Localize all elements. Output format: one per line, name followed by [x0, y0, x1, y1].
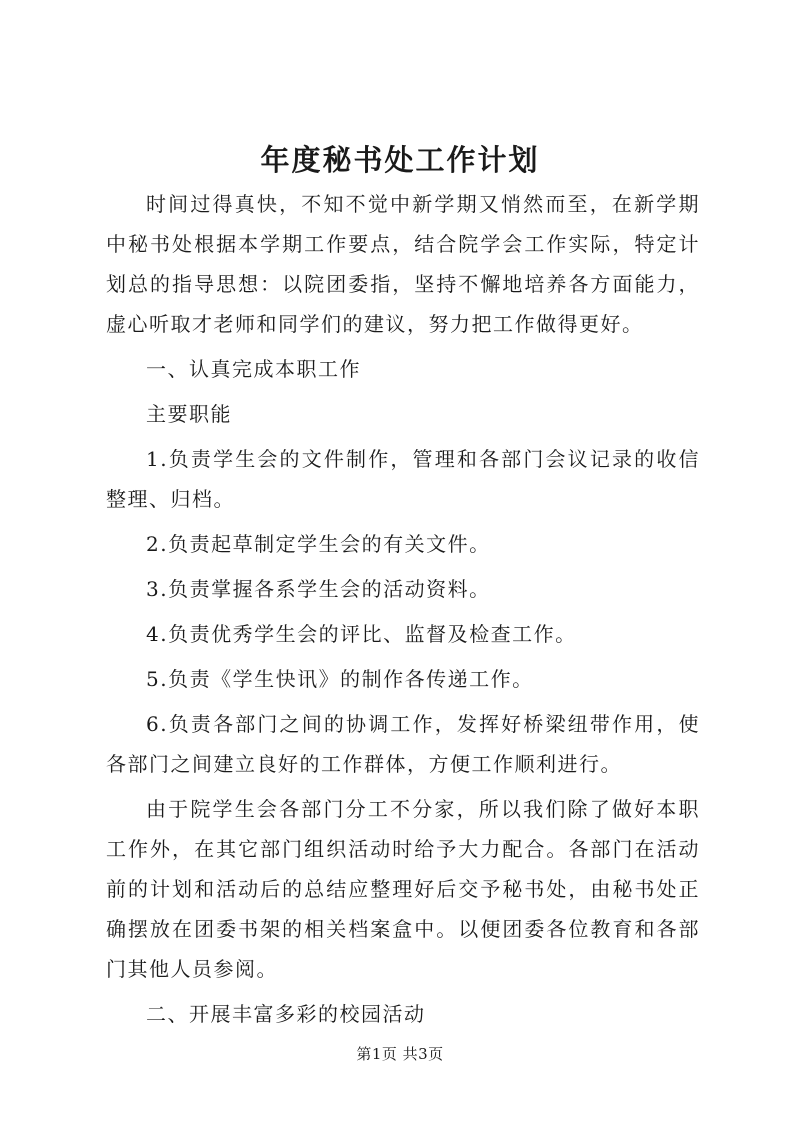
- document-title: 年度秘书处工作计划: [260, 143, 540, 177]
- list-item-6: 6.负责各部门之间的协调工作，发挥好桥梁纽带作用，使各部门之间建立良好的工作群体，方便工作顺利进行。: [106, 712, 700, 776]
- list-item-3: 3.负责掌握各系学生会的活动资料。: [146, 577, 491, 601]
- intro-paragraph: 时间过得真快，不知不觉中新学期又悄然而至，在新学期中秘书处根据本学期工作要点，结合院学会工作实际，特定计划总的指导思想：以院团委指，坚持不懈地培养各方面能力，虚心听取才老师和同学们的建议，努力把工作做得更好。: [106, 192, 700, 336]
- list-item-4: 4.负责优秀学生会的评比、监督及检查工作。: [146, 622, 577, 646]
- list-item-5: 5.负责《学生快讯》的制作各传递工作。: [146, 667, 534, 691]
- list-item-1: 1.负责学生会的文件制作，管理和各部门会议记录的收信整理、归档。: [106, 447, 700, 511]
- list-item-2: 2.负责起草制定学生会的有关文件。: [146, 532, 491, 556]
- page-number-footer: 第1页 共3页: [356, 1045, 444, 1063]
- subheading-main-functions: 主要职能: [146, 402, 232, 426]
- document-body: [106, 184, 700, 1034]
- section-heading-1: 一、认真完成本职工作: [146, 357, 361, 381]
- cooperation-paragraph: 由于院学生会各部门分工不分家，所以我们除了做好本职工作外，在其它部门组织活动时给予大力配合。各部门在活动前的计划和活动后的总结应整理好后交予秘书处，由秘书处正确摆放在团委书架的相关档案盒中。以便团委各位教育和各部门其他人员参阅。: [106, 797, 700, 981]
- section-heading-2: 二、开展丰富多彩的校园活动: [146, 1002, 426, 1026]
